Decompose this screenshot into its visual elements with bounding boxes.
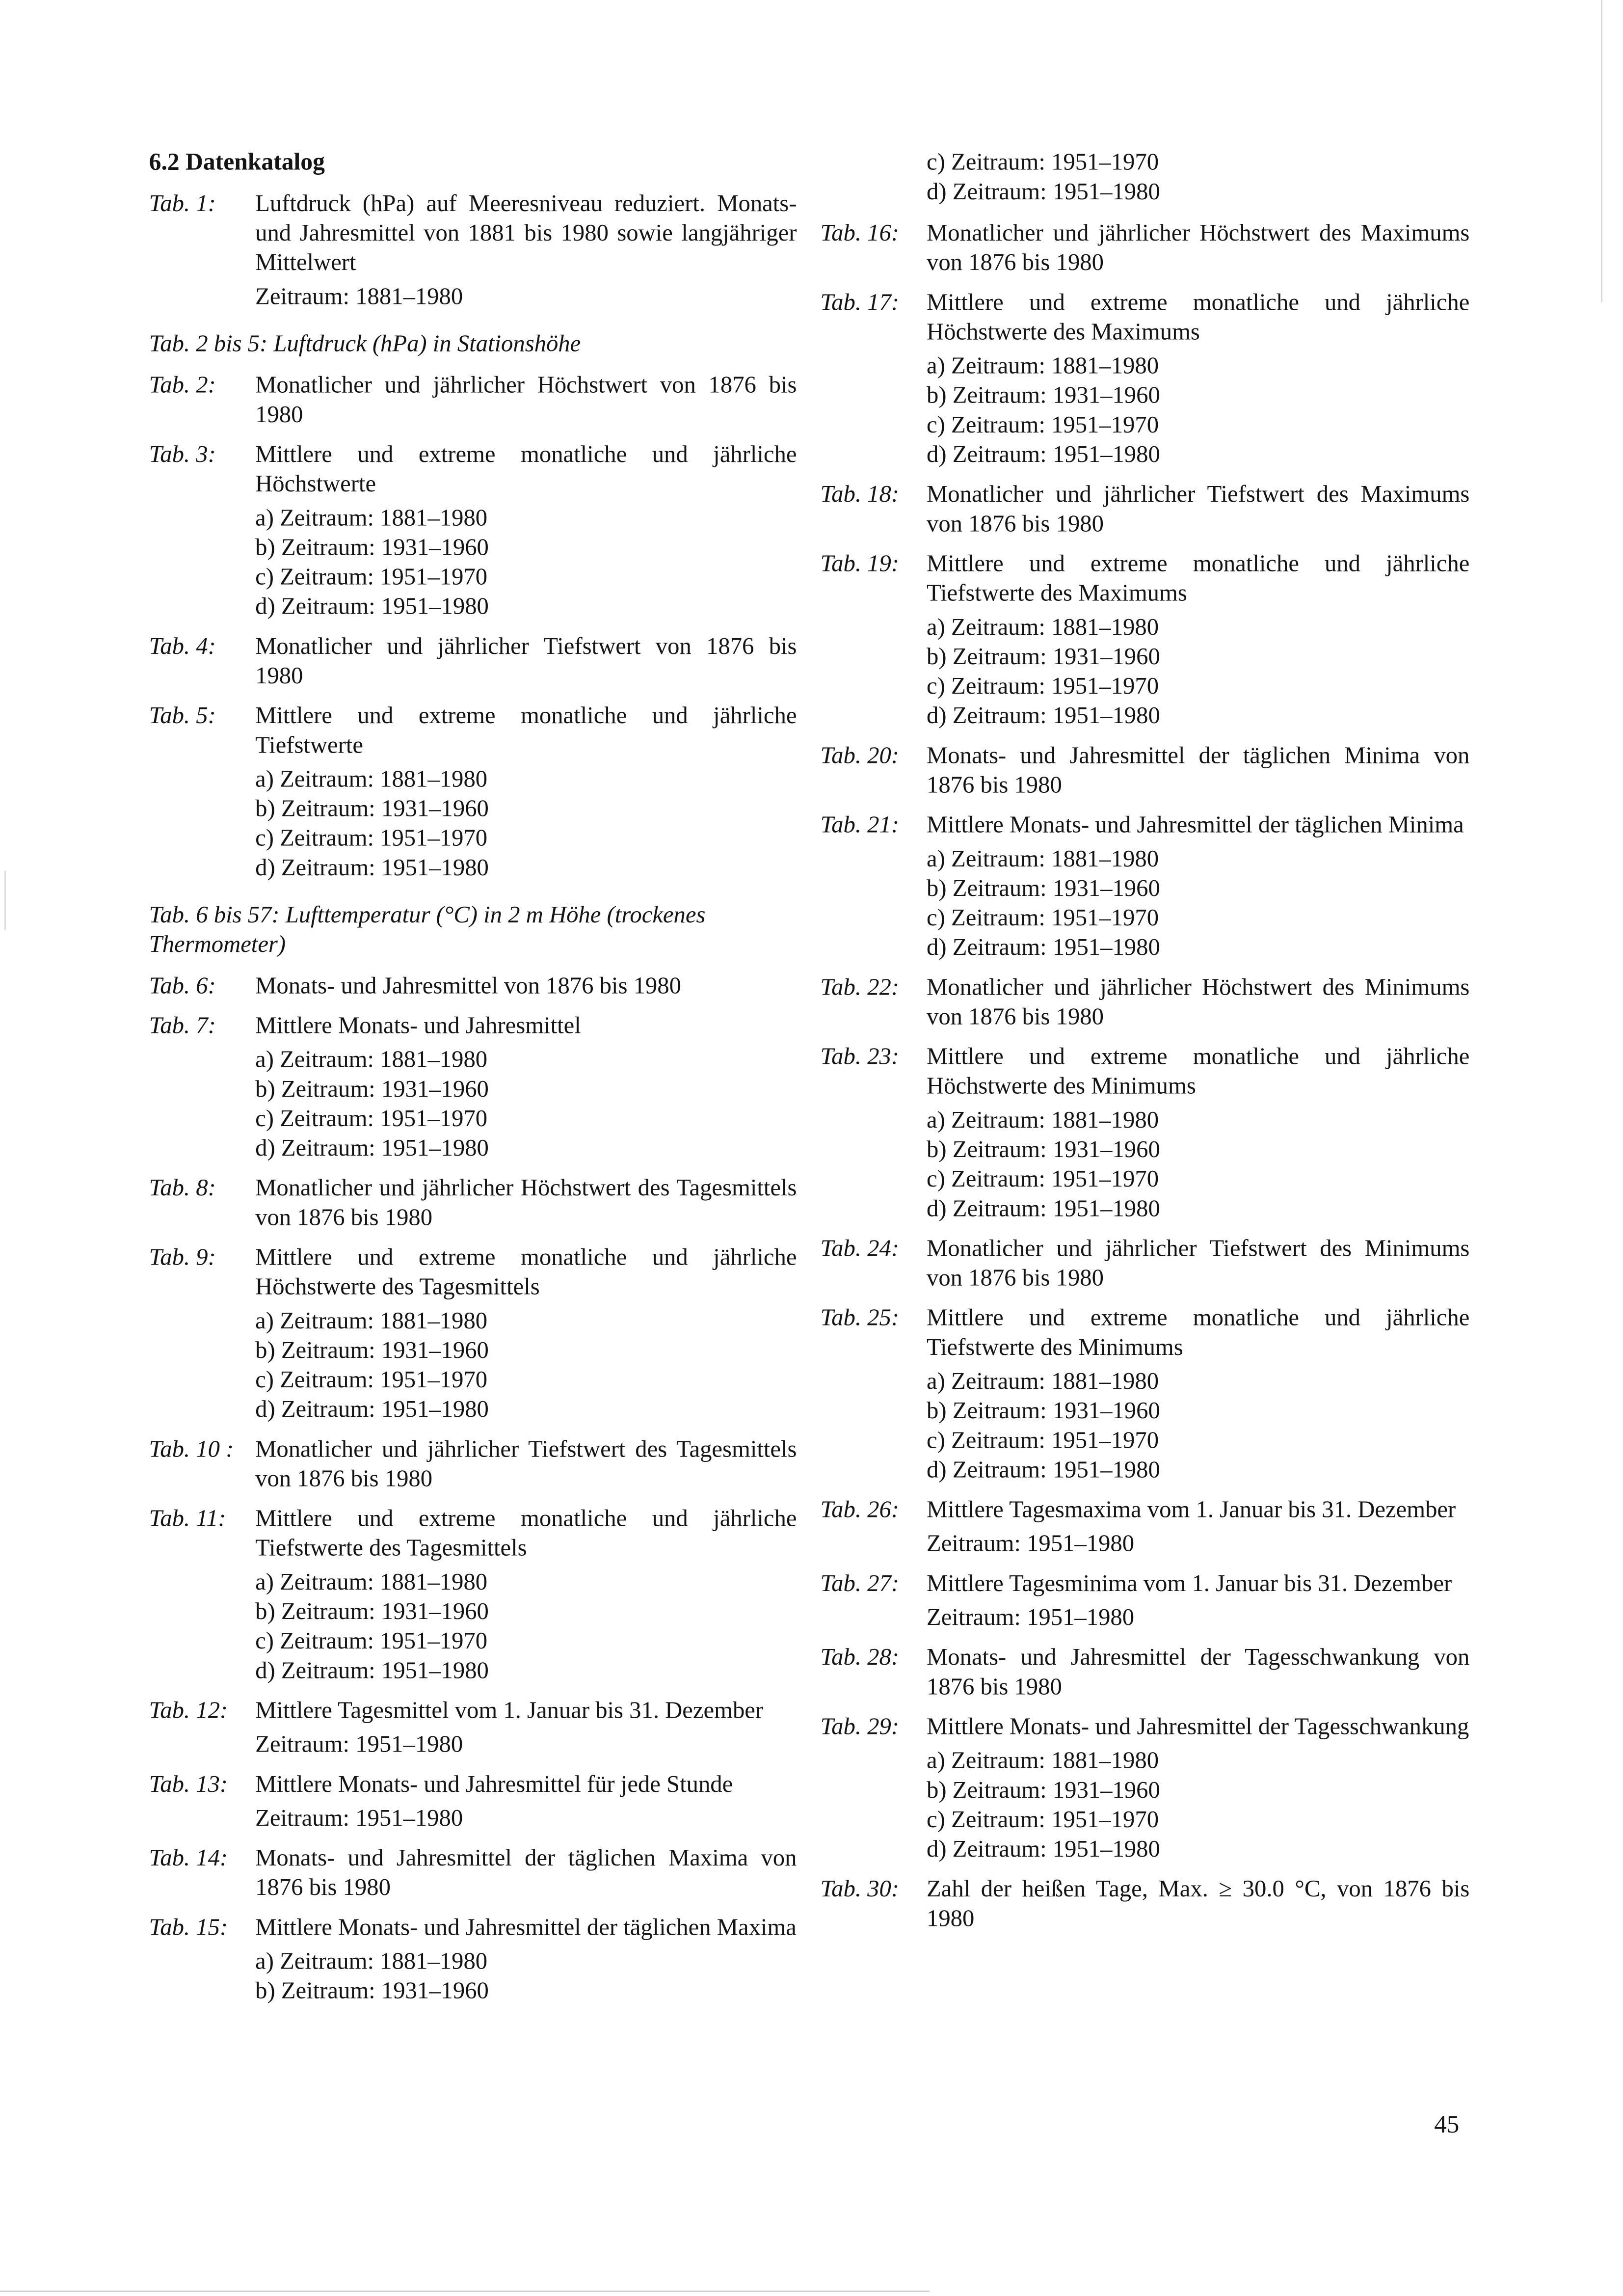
table-title: Monatlicher und jährlicher Tiefstwert von 1876 bis 1980 bbox=[255, 633, 797, 689]
period-list bbox=[255, 764, 797, 883]
table-title: Mittlere und extreme monatliche und jährliche Tiefstwerte des Tagesmittels bbox=[255, 1505, 797, 1562]
table-entry-body bbox=[927, 1234, 1469, 1293]
table-entry bbox=[149, 632, 797, 691]
scan-artifact-line bbox=[0, 2291, 930, 2292]
period-item: a) Zeitraum: 1881–1980 bbox=[255, 505, 488, 532]
table-entry bbox=[149, 1913, 797, 2005]
period-item: b) Zeitraum: 1931–1960 bbox=[255, 1598, 489, 1625]
period-item: b) Zeitraum: 1931–1960 bbox=[255, 795, 489, 822]
page-number: 45 bbox=[1434, 2110, 1460, 2139]
period-item: b) Zeitraum: 1931–1960 bbox=[255, 1076, 489, 1103]
period-item: c) Zeitraum: 1951–1970 bbox=[255, 1105, 488, 1132]
table-entry-body bbox=[927, 810, 1469, 963]
period-list bbox=[255, 282, 797, 311]
table-title: Monats- und Jahresmittel von 1876 bis 1980 bbox=[255, 972, 681, 999]
table-entry bbox=[821, 1874, 1470, 1933]
table-title: Monatlicher und jährlicher Höchstwert des Maximums von 1876 bis 1980 bbox=[927, 219, 1470, 276]
period-item: c) Zeitraum: 1951–1970 bbox=[927, 149, 1159, 176]
table-label: Tab. 27: bbox=[820, 1570, 900, 1597]
table-entry-body bbox=[255, 1173, 797, 1232]
period-list bbox=[927, 613, 1469, 731]
period-list bbox=[255, 1306, 797, 1425]
period-item: a) Zeitraum: 1881–1980 bbox=[255, 1568, 488, 1595]
period-list bbox=[255, 1804, 797, 1833]
period-item: b) Zeitraum: 1931–1960 bbox=[255, 1337, 489, 1364]
period-item: d) Zeitraum: 1951–1980 bbox=[927, 1836, 1160, 1863]
period-item: d) Zeitraum: 1951–1980 bbox=[255, 1396, 489, 1423]
period-list bbox=[927, 1529, 1469, 1559]
table-title: Monatlicher und jährlicher Höchstwert von 1876 bis 1980 bbox=[255, 372, 797, 428]
table-entry-body bbox=[255, 1504, 797, 1686]
table-label: Tab. 12: bbox=[149, 1697, 228, 1724]
table-title: Mittlere Tagesmittel vom 1. Januar bis 31. Dezember bbox=[255, 1697, 764, 1724]
table-entry-body bbox=[927, 1712, 1469, 1864]
period-item: c) Zeitraum: 1951–1970 bbox=[927, 904, 1159, 932]
table-entry bbox=[821, 1569, 1470, 1632]
table-entry-body bbox=[927, 741, 1469, 800]
table-title: Zahl der heißen Tage, Max. ≥ 30.0 °C, von 1876 bis 1980 bbox=[927, 1876, 1470, 1932]
period-item: b) Zeitraum: 1931–1960 bbox=[927, 1398, 1160, 1425]
table-entry bbox=[149, 189, 797, 312]
table-entry bbox=[821, 1042, 1470, 1224]
table-title: Monats- und Jahresmittel der täglichen Maxima von 1876 bis 1980 bbox=[255, 1845, 797, 1901]
period-item: d) Zeitraum: 1951–1980 bbox=[927, 1195, 1160, 1222]
table-label: Tab. 19: bbox=[820, 550, 900, 577]
group-heading: Tab. 2 bis 5: Luftdruck (hPa) in Stationshöhe bbox=[149, 330, 581, 357]
table-label: Tab. 30: bbox=[820, 1876, 900, 1903]
table-title: Mittlere und extreme monatliche und jährliche Höchstwerte des Maximums bbox=[927, 289, 1470, 346]
table-label: Tab. 11: bbox=[149, 1505, 226, 1532]
table-entry bbox=[149, 371, 797, 430]
table-entry-body bbox=[255, 1243, 797, 1424]
table-label: Tab. 14: bbox=[149, 1845, 228, 1872]
period-item: d) Zeitraum: 1951–1980 bbox=[927, 934, 1160, 961]
table-title: Monatlicher und jährlicher Tiefstwert des Tagesmittels von 1876 bis 1980 bbox=[255, 1436, 797, 1492]
table-entry bbox=[821, 549, 1470, 730]
table-entry-body bbox=[255, 632, 797, 691]
table-label: Tab. 3: bbox=[149, 441, 216, 468]
period-item: Zeitraum: 1951–1980 bbox=[255, 1731, 463, 1758]
period-list bbox=[255, 1946, 797, 2005]
period-list bbox=[927, 1746, 1469, 1864]
period-item: b) Zeitraum: 1931–1960 bbox=[927, 1777, 1160, 1804]
table-title: Luftdruck (hPa) auf Meeresniveau reduziert. Monats- und Jahresmittel von 1881 bis 1980 sowie langjähriger Mittelwert bbox=[255, 190, 797, 276]
table-title: Mittlere Tagesminima vom 1. Januar bis 31. Dezember bbox=[927, 1570, 1452, 1597]
table-entry bbox=[821, 480, 1470, 539]
table-title: Mittlere Monats- und Jahresmittel der täglichen Minima bbox=[927, 811, 1464, 838]
table-entry bbox=[821, 741, 1470, 800]
table-label: Tab. 16: bbox=[820, 219, 900, 247]
table-entry bbox=[821, 1234, 1470, 1293]
period-item: a) Zeitraum: 1881–1980 bbox=[255, 1948, 488, 1975]
period-item: d) Zeitraum: 1951–1980 bbox=[255, 593, 489, 620]
table-label: Tab. 6: bbox=[149, 972, 216, 999]
period-item: c) Zeitraum: 1951–1970 bbox=[255, 1366, 488, 1394]
table-entry bbox=[149, 1843, 797, 1902]
table-entry bbox=[821, 218, 1470, 277]
table-entry bbox=[821, 1495, 1470, 1558]
period-item: c) Zeitraum: 1951–1970 bbox=[927, 411, 1159, 438]
table-entry-body bbox=[255, 440, 797, 621]
period-item: Zeitraum: 1951–1980 bbox=[927, 1604, 1135, 1631]
period-item: Zeitraum: 1881–1980 bbox=[255, 283, 463, 310]
table-title: Mittlere und extreme monatliche und jährliche Höchstwerte des Tagesmittels bbox=[255, 1244, 797, 1300]
table-entry bbox=[149, 1504, 797, 1686]
table-entry-body bbox=[255, 1770, 797, 1833]
table-label: Tab. 1: bbox=[149, 190, 216, 217]
period-item: c) Zeitraum: 1951–1970 bbox=[927, 1806, 1159, 1833]
table-label: Tab. 28: bbox=[820, 1644, 900, 1671]
table-entry-body bbox=[927, 480, 1469, 539]
table-entry bbox=[821, 1712, 1470, 1864]
period-item: c) Zeitraum: 1951–1970 bbox=[255, 1628, 488, 1655]
period-list bbox=[255, 1045, 797, 1163]
period-item: Zeitraum: 1951–1980 bbox=[927, 1530, 1135, 1557]
table-entry bbox=[821, 1643, 1470, 1702]
period-item: d) Zeitraum: 1951–1980 bbox=[255, 1657, 489, 1684]
table-entry-body bbox=[255, 189, 797, 312]
table-entry bbox=[821, 288, 1470, 469]
table-entry bbox=[149, 1770, 797, 1833]
table-entry bbox=[821, 1303, 1470, 1485]
period-item: d) Zeitraum: 1951–1980 bbox=[255, 854, 489, 881]
table-entry-body bbox=[255, 971, 797, 1000]
period-item: a) Zeitraum: 1881–1980 bbox=[927, 614, 1159, 641]
table-entry-body bbox=[927, 1303, 1469, 1485]
table-title: Mittlere und extreme monatliche und jährliche Tiefstwerte des Maximums bbox=[927, 550, 1470, 607]
continued-period-list bbox=[927, 148, 1469, 207]
table-entry-body bbox=[927, 972, 1469, 1031]
left-column bbox=[149, 148, 797, 2016]
scan-artifact-line bbox=[1601, 0, 1602, 302]
period-item: b) Zeitraum: 1931–1960 bbox=[927, 382, 1160, 409]
table-label: Tab. 15: bbox=[149, 1914, 228, 1941]
period-item: c) Zeitraum: 1951–1970 bbox=[927, 1427, 1159, 1454]
table-label: Tab. 2: bbox=[149, 372, 216, 399]
table-title: Monats- und Jahresmittel der Tagesschwankung von 1876 bis 1980 bbox=[927, 1644, 1470, 1701]
period-list bbox=[255, 1730, 797, 1759]
table-title: Monats- und Jahresmittel der täglichen Minima von 1876 bis 1980 bbox=[927, 742, 1470, 799]
table-entry-body bbox=[255, 1011, 797, 1163]
table-label: Tab. 24: bbox=[820, 1235, 900, 1262]
period-list bbox=[927, 1603, 1469, 1632]
table-label: Tab. 8: bbox=[149, 1175, 216, 1202]
period-item: a) Zeitraum: 1881–1980 bbox=[255, 1046, 488, 1073]
period-list bbox=[927, 351, 1469, 470]
table-entry-body bbox=[927, 1495, 1469, 1558]
table-label: Tab. 7: bbox=[149, 1012, 216, 1039]
right-column bbox=[821, 148, 1470, 1944]
period-item: a) Zeitraum: 1881–1980 bbox=[927, 845, 1159, 872]
period-item: d) Zeitraum: 1951–1980 bbox=[927, 702, 1160, 729]
period-list bbox=[927, 1106, 1469, 1224]
period-item: a) Zeitraum: 1881–1980 bbox=[927, 1747, 1159, 1774]
table-entry bbox=[149, 1173, 797, 1232]
period-item: a) Zeitraum: 1881–1980 bbox=[255, 766, 488, 793]
table-title: Mittlere und extreme monatliche und jährliche Höchstwerte bbox=[255, 441, 797, 498]
table-entry bbox=[149, 440, 797, 621]
table-label: Tab. 18: bbox=[820, 481, 900, 508]
table-entry bbox=[149, 1696, 797, 1759]
period-item: a) Zeitraum: 1881–1980 bbox=[927, 1368, 1159, 1395]
table-entry-body bbox=[927, 1643, 1469, 1702]
table-label: Tab. 9: bbox=[149, 1244, 216, 1271]
table-label: Tab. 10 : bbox=[149, 1436, 234, 1463]
table-label: Tab. 20: bbox=[820, 742, 900, 769]
table-label: Tab. 29: bbox=[820, 1713, 900, 1740]
period-item: b) Zeitraum: 1931–1960 bbox=[927, 643, 1160, 670]
table-title: Mittlere Monats- und Jahresmittel bbox=[255, 1012, 581, 1039]
table-title: Mittlere und extreme monatliche und jährliche Tiefstwerte des Minimums bbox=[927, 1304, 1470, 1361]
table-label: Tab. 26: bbox=[820, 1496, 900, 1523]
table-entry bbox=[149, 1243, 797, 1424]
period-item: d) Zeitraum: 1951–1980 bbox=[927, 1457, 1160, 1484]
table-entry-body bbox=[927, 288, 1469, 469]
table-entry bbox=[149, 701, 797, 883]
period-list bbox=[927, 844, 1469, 963]
table-title: Mittlere und extreme monatliche und jährliche Höchstwerte des Minimums bbox=[927, 1043, 1470, 1100]
table-entry-body bbox=[927, 218, 1469, 277]
table-entry-body bbox=[255, 1913, 797, 2005]
period-item: c) Zeitraum: 1951–1970 bbox=[927, 1166, 1159, 1193]
table-entry-body bbox=[927, 1042, 1469, 1224]
table-title: Monatlicher und jährlicher Höchstwert des Minimums von 1876 bis 1980 bbox=[927, 974, 1470, 1030]
table-title: Mittlere Monats- und Jahresmittel für jede Stunde bbox=[255, 1771, 733, 1798]
period-item: d) Zeitraum: 1951–1980 bbox=[927, 441, 1160, 468]
scan-artifact-line bbox=[4, 871, 6, 930]
section-heading: 6.2 Datenkatalog bbox=[149, 147, 325, 176]
period-item: c) Zeitraum: 1951–1970 bbox=[255, 564, 488, 591]
table-label: Tab. 17: bbox=[820, 289, 900, 316]
period-item: c) Zeitraum: 1951–1970 bbox=[927, 673, 1159, 700]
table-title: Monatlicher und jährlicher Höchstwert des Tagesmittels von 1876 bis 1980 bbox=[255, 1175, 797, 1231]
period-item: c) Zeitraum: 1951–1970 bbox=[255, 825, 488, 852]
table-label: Tab. 5: bbox=[149, 702, 216, 729]
table-label: Tab. 25: bbox=[820, 1304, 900, 1331]
table-title: Mittlere und extreme monatliche und jährliche Tiefstwerte bbox=[255, 702, 797, 759]
table-label: Tab. 22: bbox=[820, 974, 900, 1001]
table-entry bbox=[149, 1434, 797, 1493]
table-entry-body bbox=[255, 1843, 797, 1902]
table-title: Mittlere Monats- und Jahresmittel der täglichen Maxima bbox=[255, 1914, 797, 1941]
period-item: a) Zeitraum: 1881–1980 bbox=[255, 1307, 488, 1334]
period-item: a) Zeitraum: 1881–1980 bbox=[927, 1107, 1159, 1134]
table-title: Monatlicher und jährlicher Tiefstwert des Minimums von 1876 bis 1980 bbox=[927, 1235, 1470, 1292]
table-label: Tab. 4: bbox=[149, 633, 216, 660]
table-entry-body bbox=[927, 549, 1469, 730]
table-entry-body bbox=[255, 701, 797, 883]
table-title: Monatlicher und jährlicher Tiefstwert des Maximums von 1876 bis 1980 bbox=[927, 481, 1470, 538]
period-item: b) Zeitraum: 1931–1960 bbox=[255, 1977, 489, 2004]
table-label: Tab. 21: bbox=[820, 811, 900, 838]
table-title: Mittlere Monats- und Jahresmittel der Tagesschwankung bbox=[927, 1713, 1469, 1740]
period-item: a) Zeitraum: 1881–1980 bbox=[927, 352, 1159, 379]
table-entry-body bbox=[927, 1569, 1469, 1632]
table-entry bbox=[821, 810, 1470, 963]
table-entry-body bbox=[255, 1696, 797, 1759]
period-list bbox=[255, 1567, 797, 1686]
period-item: b) Zeitraum: 1931–1960 bbox=[927, 875, 1160, 902]
period-item: d) Zeitraum: 1951–1980 bbox=[255, 1134, 489, 1162]
period-item: d) Zeitraum: 1951–1980 bbox=[927, 178, 1160, 205]
table-entry-body bbox=[927, 1874, 1469, 1933]
table-entry-body bbox=[255, 1434, 797, 1493]
group-heading: Tab. 6 bis 57: Lufttemperatur (°C) in 2 m Höhe (trockenes Thermometer) bbox=[149, 901, 706, 958]
table-entry bbox=[149, 971, 797, 1000]
table-title: Mittlere Tagesmaxima vom 1. Januar bis 31. Dezember bbox=[927, 1496, 1456, 1523]
period-item: b) Zeitraum: 1931–1960 bbox=[927, 1136, 1160, 1163]
period-list bbox=[255, 503, 797, 621]
table-label: Tab. 23: bbox=[820, 1043, 900, 1070]
period-list bbox=[927, 1367, 1469, 1485]
table-entry bbox=[821, 972, 1470, 1031]
table-entry bbox=[149, 1011, 797, 1163]
period-item: b) Zeitraum: 1931–1960 bbox=[255, 534, 489, 561]
period-item: Zeitraum: 1951–1980 bbox=[255, 1805, 463, 1832]
table-label: Tab. 13: bbox=[149, 1771, 228, 1798]
table-entry-body bbox=[255, 371, 797, 430]
